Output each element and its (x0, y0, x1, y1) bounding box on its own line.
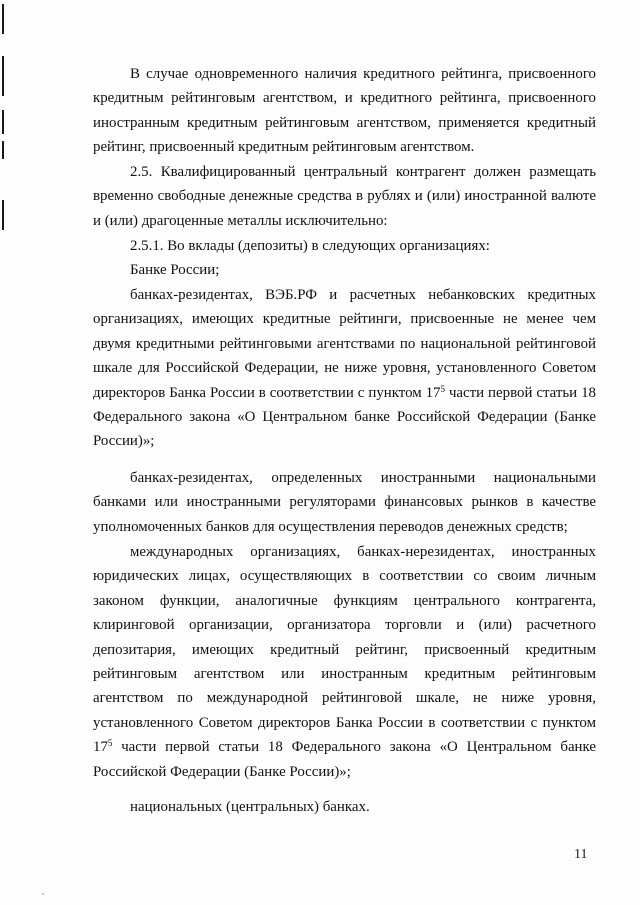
paragraph-text-a: банках-резидентах, ВЭБ.РФ и расчетных небанковских кредитных организациях, имеющих кредитные рейтинги, присвоенные не менее чем двумя кредитными рейтинговыми агентствами по национальной рейтинговой шкале для Российской Федерации, не ниже уровня, установленного Советом директоров Банка России в соответствии с пунктом $17^5$ части первой статьи 18 Федерального закона «О Центральном банке Российской Федерации (Банке России)»; (93, 287, 596, 450)
list-item-national-banks: национальных (центральных) банках. (130, 799, 370, 815)
scan-margin-mark (2, 4, 4, 34)
list-item-resident-banks-veb (93, 283, 596, 454)
scan-margin-mark (2, 56, 4, 96)
paragraph-2-5: 2.5. Квалифицированный центральный контрагент должен размещать временно свободные денежные средства в рублях и (или) иностранной валюте и (или) драгоценные металлы исключительно: (93, 164, 596, 229)
list-item-international-orgs (93, 540, 596, 784)
paragraph-2-5-1: 2.5.1. Во вклады (депозиты) в следующих организациях: (130, 238, 490, 254)
scan-margin-mark (2, 141, 4, 159)
paragraph-rating-priority: В случае одновременного наличия кредитного рейтинга, присвоенного кредитным рейтинговым агентством, и кредитного рейтинга, присвоенного иностранным кредитным рейтинговым агентством, применяется кредитный рейтинг, присвоенный кредитным рейтинговым агентством. (93, 66, 596, 156)
list-item-bank-of-russia: Банке России; (130, 262, 220, 278)
page-number: 11 (574, 847, 588, 862)
scan-margin-mark (2, 110, 4, 134)
scan-margin-mark (2, 200, 4, 230)
list-item-resident-banks-foreign: банках-резидентах, определенных иностранными национальными банками или иностранными регуляторами финансовых рынков в качестве уполномоченных банков для осуществления переводов денежных средств; (93, 470, 596, 535)
scan-speck (42, 893, 44, 895)
paragraph-text-b: международных организациях, банках-нерезидентах, иностранных юридических лицах, осуществляющих в соответствии со своим личным законом функции, аналогичные функциям центрального контрагента, клиринговой организации, организатора торговли и (или) расчетного депозитария, имеющих кредитный рейтинг, присвоенный кредитным рейтинговым агентством или иностранным кредитным рейтинговым агентством по международной рейтинговой шкале, не ниже уровня, установленного Советом директоров Банка России в соответствии с пунктом $17^5$ части первой статьи 18 Федерального закона «О Центральном банке Российской Федерации (Банке России)»; (93, 544, 596, 780)
